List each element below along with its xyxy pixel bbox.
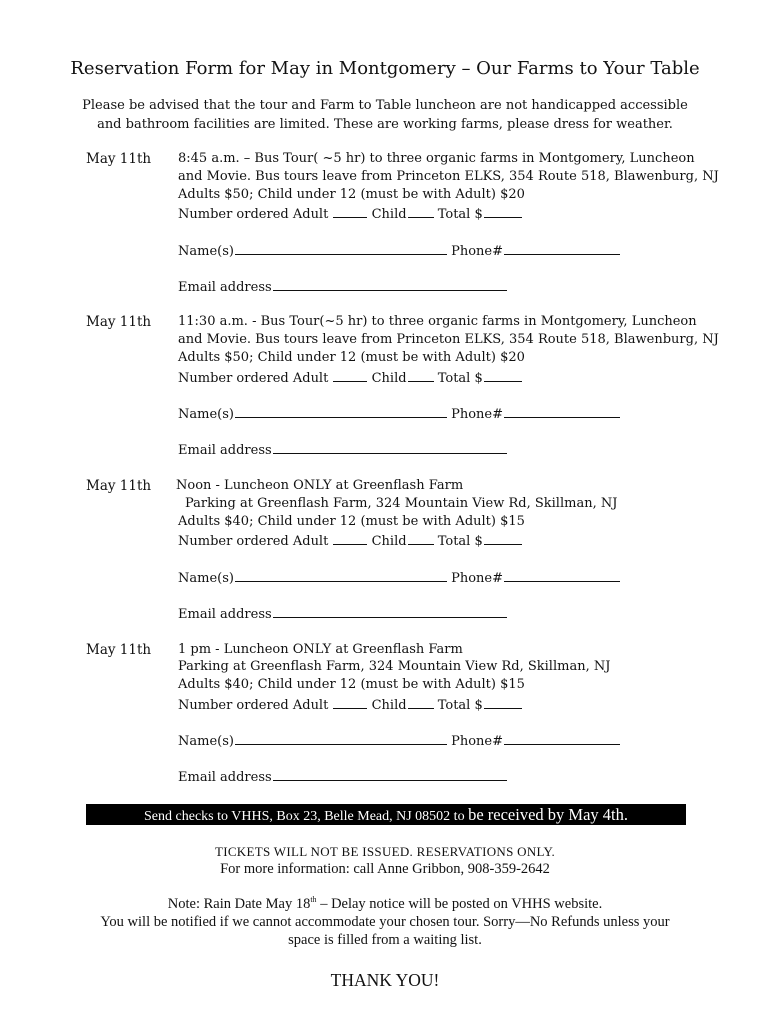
adult-quantity-field[interactable]: [333, 532, 367, 545]
email-label: Email address: [178, 770, 272, 785]
rain-note-text: Note: Rain Date May 18: [167, 895, 311, 912]
quantity-row: [178, 532, 522, 549]
email-field[interactable]: [273, 768, 507, 781]
email-row: [178, 278, 507, 295]
email-row: [178, 768, 507, 785]
names-field[interactable]: [235, 242, 447, 255]
email-label: Email address: [178, 280, 272, 295]
email-label: Email address: [178, 443, 272, 458]
name-phone-row: [178, 405, 620, 422]
payment-banner: [86, 804, 686, 825]
section-description: 8:45 a.m. – Bus Tour( ~5 hr) to three organic farms in Montgomery, Luncheon: [178, 151, 695, 166]
notification-line: space is filled from a waiting list.: [288, 932, 482, 948]
section-date: May 11th: [86, 151, 152, 167]
adult-quantity-field[interactable]: [333, 696, 367, 709]
child-label: Child: [371, 534, 407, 549]
section-date: May 11th: [86, 314, 152, 330]
rain-note-suffix: th: [310, 895, 317, 904]
total-label: Total $: [437, 371, 483, 386]
phone-label: Phone#: [451, 244, 504, 259]
adult-label: Number ordered Adult: [178, 207, 329, 222]
section-price: Adults $40; Child under 12 (must be with Adult) $15: [178, 677, 525, 692]
adult-label: Number ordered Adult: [178, 371, 329, 386]
child-quantity-field[interactable]: [408, 205, 434, 218]
phone-field[interactable]: [504, 242, 620, 255]
total-amount-field[interactable]: [484, 205, 522, 218]
child-quantity-field[interactable]: [408, 696, 434, 709]
section-location: Parking at Greenflash Farm, 324 Mountain View Rd, Skillman, NJ: [185, 496, 618, 511]
banner-text: Send checks to VHHS, Box 23, Belle Mead, NJ 08502 to: [144, 809, 469, 824]
banner-deadline: be received by May 4th.: [468, 805, 628, 824]
phone-field[interactable]: [504, 732, 620, 745]
section-description: Noon - Luncheon ONLY at Greenflash Farm: [176, 478, 464, 493]
email-label: Email address: [178, 607, 272, 622]
contact-info: For more information: call Anne Gribbon, 908-359-2642: [220, 861, 550, 877]
page-title: Reservation Form for May in Montgomery – Our Farms to Your Table: [70, 58, 700, 79]
total-amount-field[interactable]: [484, 369, 522, 382]
email-row: [178, 605, 507, 622]
email-field[interactable]: [273, 441, 507, 454]
section-price: Adults $50; Child under 12 (must be with Adult) $20: [178, 187, 525, 202]
total-label: Total $: [437, 207, 483, 222]
total-amount-field[interactable]: [484, 696, 522, 709]
thank-you: THANK YOU!: [330, 970, 440, 990]
rain-note-rest: – Delay notice will be posted on VHHS website.: [316, 895, 603, 912]
adult-quantity-field[interactable]: [333, 205, 367, 218]
child-label: Child: [371, 207, 407, 222]
child-quantity-field[interactable]: [408, 532, 434, 545]
section-price: Adults $40; Child under 12 (must be with Adult) $15: [178, 514, 525, 529]
child-label: Child: [371, 371, 407, 386]
names-label: Name(s): [178, 244, 234, 259]
child-label: Child: [371, 698, 407, 713]
adult-label: Number ordered Adult: [178, 698, 329, 713]
names-field[interactable]: [235, 569, 447, 582]
name-phone-row: [178, 569, 620, 586]
child-quantity-field[interactable]: [408, 369, 434, 382]
name-phone-row: [178, 732, 620, 749]
email-field[interactable]: [273, 605, 507, 618]
total-label: Total $: [437, 534, 483, 549]
name-phone-row: [178, 242, 620, 259]
phone-field[interactable]: [504, 405, 620, 418]
quantity-row: [178, 696, 522, 713]
section-date: May 11th: [86, 478, 152, 494]
phone-label: Phone#: [451, 734, 504, 749]
names-label: Name(s): [178, 571, 234, 586]
notification-line: You will be notified if we cannot accommodate your chosen tour. Sorry—No Refunds unless your: [100, 914, 670, 930]
names-field[interactable]: [235, 405, 447, 418]
adult-quantity-field[interactable]: [333, 369, 367, 382]
section-location: and Movie. Bus tours leave from Princeton ELKS, 354 Route 518, Blawenburg, NJ: [178, 169, 719, 184]
names-label: Name(s): [178, 407, 234, 422]
adult-label: Number ordered Adult: [178, 534, 329, 549]
quantity-row: [178, 205, 522, 222]
email-field[interactable]: [273, 278, 507, 291]
intro-line: Please be advised that the tour and Farm to Table luncheon are not handicapped accessible: [82, 98, 688, 113]
section-description: 11:30 a.m. - Bus Tour(~5 hr) to three organic farms in Montgomery, Luncheon: [178, 314, 697, 329]
section-date: May 11th: [86, 642, 152, 658]
intro-line: and bathroom facilities are limited. These are working farms, please dress for weather.: [97, 117, 673, 132]
section-price: Adults $50; Child under 12 (must be with Adult) $20: [178, 350, 525, 365]
total-label: Total $: [437, 698, 483, 713]
section-location: Parking at Greenflash Farm, 324 Mountain View Rd, Skillman, NJ: [178, 659, 611, 674]
total-amount-field[interactable]: [484, 532, 522, 545]
intro-notice: [60, 96, 710, 134]
names-label: Name(s): [178, 734, 234, 749]
phone-field[interactable]: [504, 569, 620, 582]
tickets-note: TICKETS WILL NOT BE ISSUED. RESERVATIONS ONLY.: [214, 844, 556, 859]
phone-label: Phone#: [451, 571, 504, 586]
email-row: [178, 441, 507, 458]
phone-label: Phone#: [451, 407, 504, 422]
section-location: and Movie. Bus tours leave from Princeton ELKS, 354 Route 518, Blawenburg, NJ: [178, 332, 719, 347]
names-field[interactable]: [235, 732, 447, 745]
rain-date-note: [0, 895, 770, 913]
quantity-row: [178, 369, 522, 386]
section-description: 1 pm - Luncheon ONLY at Greenflash Farm: [178, 642, 463, 657]
